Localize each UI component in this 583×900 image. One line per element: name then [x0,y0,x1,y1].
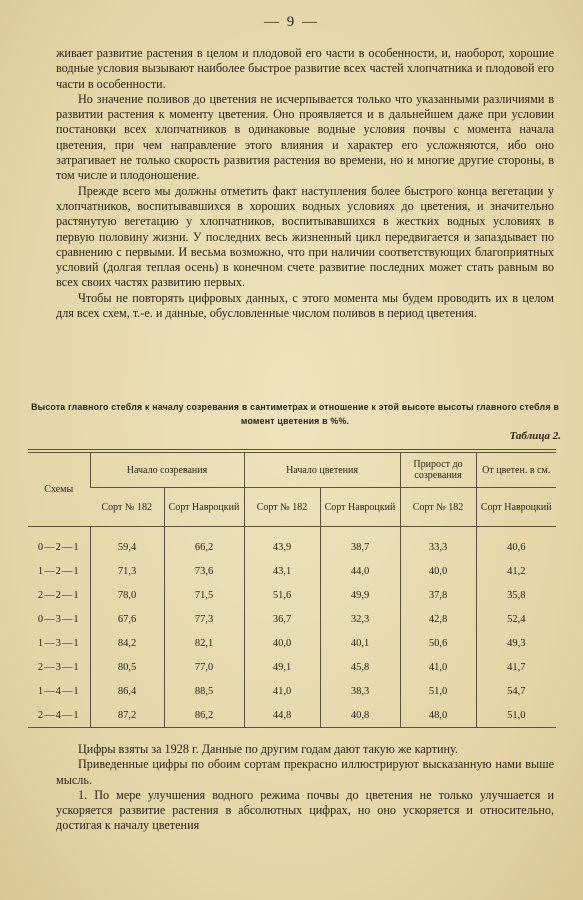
cell: 88,5 [164,679,244,703]
subheader: Сорт № 182 [244,488,320,527]
table-row [28,583,556,607]
cell: 51,0 [400,679,476,703]
cell: 50,6 [400,631,476,655]
paragraph-6: Приведенные цифры по обоим сортам прекрасно иллюстрируют высказанную нами выше мысль. [56,757,554,787]
table-row [28,607,556,631]
table-row [28,559,556,583]
paragraph-2: Но значение поливов до цветения не исчерпывается только что указанными различиями в развитии растения к моменту цветения. Оно проявляется и в дальнейшем даже при условии постановки всех хлопчатников в одинаковые водные условия почвы с момента начала цветения, при чем направление этого влияния и характер его усложняются, ибо оно затрагивает не только скорость развития растения во времени, но и многие другие стороны, в том числе и плодоношение. [56,91,554,183]
cell: 86,4 [90,679,164,703]
cell: 44,8 [244,703,320,728]
cell: 82,1 [164,631,244,655]
cell: 37,8 [400,583,476,607]
table-caption: Высота главного стебля к началу созревания в сантиметрах и отношение к этой высоте высоты главного стебля в момент цветения в %%. [31,402,559,426]
cell: 2—3—1 [37,661,80,673]
cell: 2—4—1 [28,703,90,728]
table-row [28,527,556,560]
subheader: Сорт № 182 [400,488,476,527]
header-growth: Прирост до созревания [400,453,476,488]
cell: 49,3 [476,631,556,655]
cell: 40,1 [320,631,400,655]
table-row [28,655,556,679]
cell: 80,5 [90,655,164,679]
data-table [28,452,556,728]
cell: 45,8 [320,655,400,679]
cell: 84,2 [90,631,164,655]
bottom-text-block [56,742,554,834]
top-text-block [56,46,554,321]
header-ripening: Начало созревания [90,453,244,488]
cell: 49,9 [320,583,400,607]
cell: 77,0 [164,655,244,679]
paragraph-1: живает развитие растения в целом и плодовой его части в особенности, и, наоборот, хорошие водные условия вызывают наиболее быстрое развитие всех частей хлопчатника и плодовой его части в особенности. [56,46,554,91]
cell: 40,0 [244,631,320,655]
cell: 59,4 [90,527,164,560]
cell: 67,6 [90,607,164,631]
paragraph-4: Чтобы не повторять цифровых данных, с этого момента мы будем проводить их в целом для всех схем, т.-е. и данные, обусловленные числом поливов в период цветения. [56,290,554,321]
cell: 38,7 [320,527,400,560]
cell: 78,0 [90,583,164,607]
header-from-flowering: От цветен. в см. [476,453,556,488]
paragraph-3: Прежде всего мы должны отметить факт наступления более быстрого конца вегетации у хлопчатников, воспитывавшихся в хороших водных условиях до цветения, и значительно растянутую вегетацию у хлопчатников, воспитывавшихся в жестких водных условиях в первую половину жизни. У последних весь жизненный цикл передвигается и запаздывает по сравнению с первыми. И весьма возможно, что при наличии соответствующих благоприятных условий (долгая теплая осень) в конечном счете развитие последних может стать равным во всех своих частях развитию первых. [56,183,554,290]
header-flowering: Начало цветения [244,453,400,488]
cell: 87,2 [90,703,164,728]
cell: 38,3 [320,679,400,703]
cell: 35,8 [476,583,556,607]
cell: 0—3—1 [37,613,80,625]
cell: 52,4 [476,607,556,631]
cell: 1—4—1 [37,685,80,697]
cell: 0—2—1 [37,541,80,553]
cell: 1—2—1 [37,565,80,577]
table-row [28,703,556,728]
cell: 41,2 [476,559,556,583]
cell: 40,0 [400,559,476,583]
cell: 1—3—1 [37,637,80,649]
subheader: Сорт Навроцкий [164,488,244,527]
cell: 86,2 [164,703,244,728]
cell: 77,3 [164,607,244,631]
cell: 42,8 [400,607,476,631]
subheader: Сорт № 182 [90,488,164,527]
subheader: Сорт Навроцкий [476,488,556,527]
cell: 71,3 [90,559,164,583]
table-label: Таблица 2. [509,430,561,442]
cell: 33,3 [400,527,476,560]
header-schemes: Схемы [28,453,90,527]
table-row [28,631,556,655]
cell: 48,0 [400,703,476,728]
cell: 41,0 [400,655,476,679]
cell: 43,9 [244,527,320,560]
cell: 40,8 [320,703,400,728]
cell: 32,3 [320,607,400,631]
paragraph-7: 1. По мере улучшения водного режима почвы до цветения не только улучшается и ускоряется развитие растения в абсолютных цифрах, но оно ускоряется и относительно, достигая к началу цветения [56,787,554,833]
table-top-rule [28,449,556,450]
cell: 2—2—1 [37,589,80,601]
cell: 51,6 [244,583,320,607]
cell: 41,7 [476,655,556,679]
cell: 73,6 [164,559,244,583]
cell: 54,7 [476,679,556,703]
cell: 51,0 [476,703,556,728]
cell: 71,5 [164,583,244,607]
cell: 66,2 [164,527,244,560]
cell: 40,6 [476,527,556,560]
subheader: Сорт Навроцкий [320,488,400,527]
page-number: — 9 — [264,14,319,30]
cell: 43,1 [244,559,320,583]
cell: 36,7 [244,607,320,631]
cell: 49,1 [244,655,320,679]
cell: 44,0 [320,559,400,583]
table-row [28,679,556,703]
cell: 41,0 [244,679,320,703]
paragraph-5: Цифры взяты за 1928 г. Данные по другим годам дают такую же картину. [78,742,458,756]
